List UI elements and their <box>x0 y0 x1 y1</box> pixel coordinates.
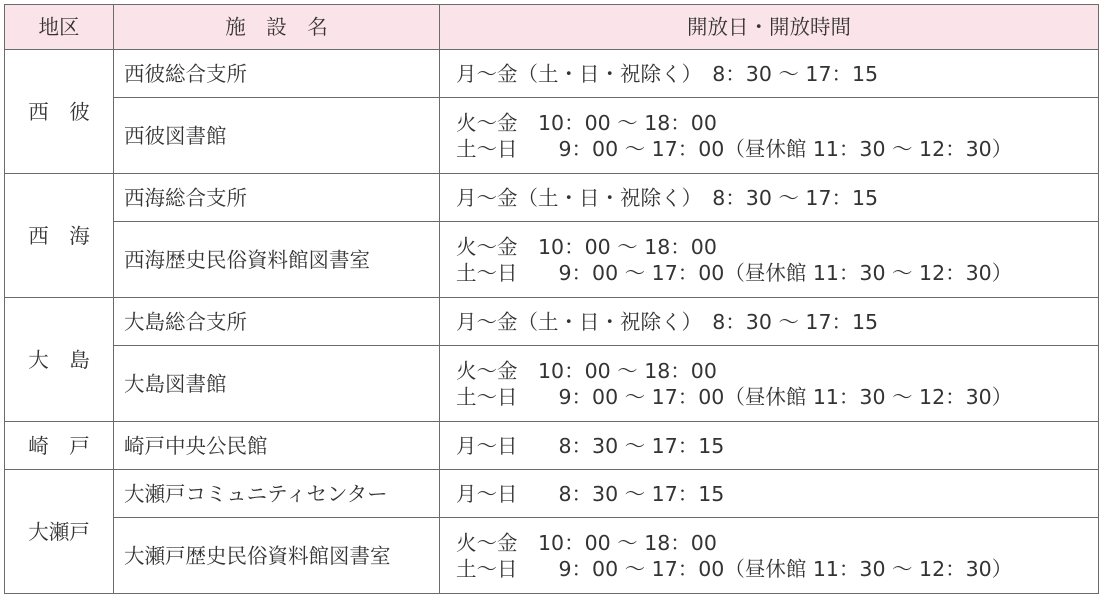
header-row <box>5 5 1099 50</box>
hours-cell <box>440 98 1099 174</box>
hours-line: 土～日 9：00 ～ 17：00（昼休館 11：30 ～ 12：30） <box>456 556 1013 581</box>
hours-cell <box>440 518 1099 594</box>
hours-line: 月～金（土・日・祝除く） 8：30 ～ 17：15 <box>456 185 879 210</box>
area-cell: 西 海 <box>5 174 114 298</box>
table-row <box>5 346 1099 422</box>
facility-cell: 西海歴史民俗資料館図書室 <box>114 222 440 298</box>
facility-hours-table <box>4 4 1099 594</box>
hours-line: 火～金 10：00 ～ 18：00 <box>456 234 717 259</box>
table-row <box>5 174 1099 222</box>
facility-cell: 大島総合支所 <box>114 298 440 346</box>
area-cell: 崎 戸 <box>5 422 114 470</box>
hours-line: 土～日 9：00 ～ 17：00（昼休館 11：30 ～ 12：30） <box>456 260 1013 285</box>
table-body <box>5 50 1099 594</box>
facility-cell: 西彼総合支所 <box>114 50 440 98</box>
header-facility: 施 設 名 <box>114 5 440 50</box>
hours-cell <box>440 222 1099 298</box>
header-hours: 開放日・開放時間 <box>440 5 1099 50</box>
hours-cell <box>440 50 1099 98</box>
hours-line: 月～日 8：30 ～ 17：15 <box>456 433 725 458</box>
facility-cell: 西彼図書館 <box>114 98 440 174</box>
hours-cell <box>440 470 1099 518</box>
table-row <box>5 470 1099 518</box>
hours-cell <box>440 298 1099 346</box>
header-area: 地区 <box>5 5 114 50</box>
area-cell: 大瀬戸 <box>5 470 114 594</box>
hours-line: 火～金 10：00 ～ 18：00 <box>456 110 717 135</box>
facility-cell: 大瀬戸コミュニティセンター <box>114 470 440 518</box>
facility-cell: 崎戸中央公民館 <box>114 422 440 470</box>
hours-line: 土～日 9：00 ～ 17：00（昼休館 11：30 ～ 12：30） <box>456 136 1013 161</box>
area-cell: 大 島 <box>5 298 114 422</box>
facility-cell: 大瀬戸歴史民俗資料館図書室 <box>114 518 440 594</box>
table-row <box>5 518 1099 594</box>
hours-cell <box>440 346 1099 422</box>
area-cell: 西 彼 <box>5 50 114 174</box>
table-row <box>5 422 1099 470</box>
table-row <box>5 298 1099 346</box>
facility-cell: 大島図書館 <box>114 346 440 422</box>
hours-line: 月～日 8：30 ～ 17：15 <box>456 481 725 506</box>
hours-line: 月～金（土・日・祝除く） 8：30 ～ 17：15 <box>456 61 879 86</box>
table-row <box>5 50 1099 98</box>
table-row <box>5 98 1099 174</box>
facility-cell: 西海総合支所 <box>114 174 440 222</box>
hours-line: 火～金 10：00 ～ 18：00 <box>456 358 717 383</box>
table-row <box>5 222 1099 298</box>
hours-line: 月～金（土・日・祝除く） 8：30 ～ 17：15 <box>456 309 879 334</box>
hours-line: 土～日 9：00 ～ 17：00（昼休館 11：30 ～ 12：30） <box>456 384 1013 409</box>
hours-cell <box>440 422 1099 470</box>
hours-line: 火～金 10：00 ～ 18：00 <box>456 530 717 555</box>
hours-cell <box>440 174 1099 222</box>
